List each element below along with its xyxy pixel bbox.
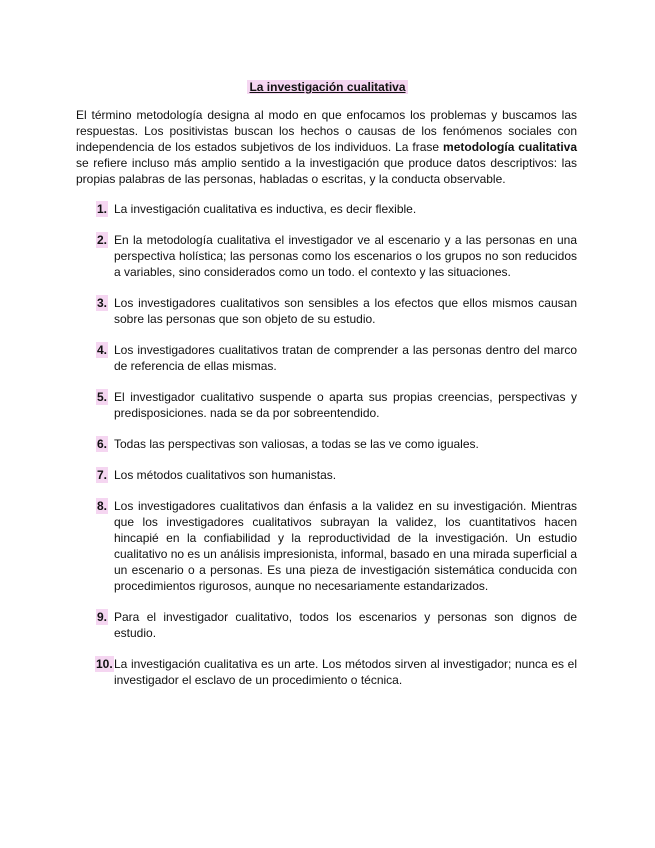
- list-item: [76, 498, 577, 594]
- list-item-text: Los investigadores cualitativos tratan de comprender a las personas dentro del marco de referencia de ellas mismas.: [114, 343, 577, 373]
- intro-paragraph: [76, 107, 577, 187]
- list-item-number: 8.: [97, 499, 108, 513]
- list-item: [76, 656, 577, 688]
- list-item-number: 6.: [97, 437, 108, 451]
- list-item-text: Todas las perspectivas son valiosas, a todas se las ve como iguales.: [114, 437, 479, 451]
- list-item-text: El investigador cualitativo suspende o aparta sus propias creencias, perspectivas y predisposiciones. nada se da por sobreentendido.: [114, 390, 577, 420]
- list-item-text: En la metodología cualitativa el investigador ve al escenario y a las personas en una perspectiva holística; las personas como los escenarios o los grupos no son reducidos a variables, sino considerados como un todo. el contexto y las situaciones.: [114, 233, 577, 279]
- list-item-number: 10.: [96, 657, 113, 671]
- list-item-text: Los investigadores cualitativos dan énfasis a la validez en su investigación. Mientras que los investigadores cualitativos subrayan la validez, los cuantitativos hacen hincapié en la confiabilidad y la reproductividad de la investigación. Un estudio cualitativo no es un análisis impresionista, informal, basado en una mirada superficial a un escenario o a personas. Es una pieza de investigación sistemática conducida con procedimientos rigurosos, aunque no necesariamente estandarizados.: [114, 499, 577, 593]
- list-item: [76, 295, 577, 327]
- list-item-number: 9.: [97, 610, 108, 624]
- list-item: [76, 467, 577, 483]
- list-item: [76, 342, 577, 374]
- intro-bold-term: metodología cualitativa: [443, 140, 578, 154]
- list-item-text: La investigación cualitativa es un arte. Los métodos sirven al investigador; nunca es el investigador el esclavo de un procedimiento o técnica.: [114, 657, 577, 687]
- list-item-text: La investigación cualitativa es inductiva, es decir flexible.: [114, 202, 417, 216]
- list-item-number: 7.: [97, 468, 108, 482]
- list-item-text: Para el investigador cualitativo, todos los escenarios y personas son dignos de estudio.: [114, 610, 577, 640]
- list-item-number: 4.: [97, 343, 108, 357]
- title-container: [0, 78, 655, 96]
- intro-text-part2: se refiere incluso más amplio sentido a la investigación que produce datos descriptivos: las propias palabras de las personas, habladas o escritas, y la conducta observable.: [76, 156, 577, 186]
- document-title: La investigación cualitativa: [249, 80, 406, 94]
- list-item: [76, 436, 577, 452]
- list-item: [76, 232, 577, 280]
- list-item-text: Los métodos cualitativos son humanistas.: [114, 468, 337, 482]
- list-item: [76, 389, 577, 421]
- list-item-number: 5.: [97, 390, 108, 404]
- list-item-number: 1.: [97, 202, 108, 216]
- list-item: [76, 609, 577, 641]
- list-item-number: 3.: [97, 296, 108, 310]
- characteristics-list: [76, 201, 577, 703]
- list-item-text: Los investigadores cualitativos son sensibles a los efectos que ellos mismos causan sobre las personas que son objeto de su estudio.: [114, 296, 577, 326]
- list-item: [76, 201, 577, 217]
- list-item-number: 2.: [97, 233, 108, 247]
- intro-text-part1: El término metodología designa al modo en que enfocamos los problemas y buscamos las respuestas. Los positivistas buscan los hechos o causas de los fenómenos sociales con independencia de los estados subjetivos de los individuos. La frase: [76, 108, 577, 154]
